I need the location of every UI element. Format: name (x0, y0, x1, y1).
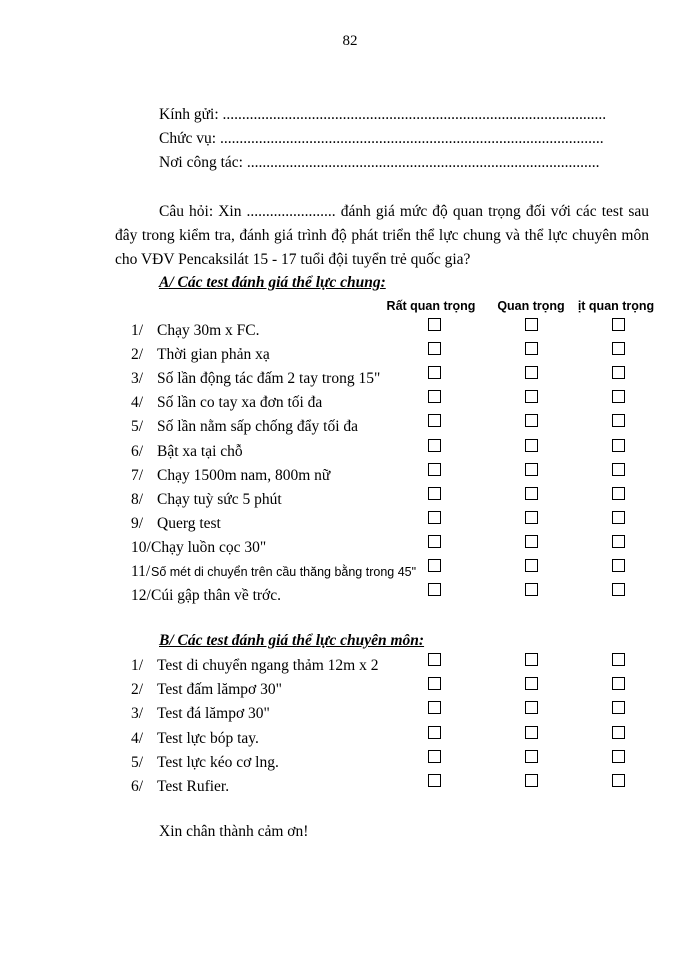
item-label: Số lần co tay xa đơn tối đa (157, 394, 323, 412)
item-label: Test Rufier. (157, 778, 230, 795)
workplace-line (159, 154, 599, 172)
checkbox-important[interactable] (525, 439, 538, 452)
item-number: 2/ (131, 346, 144, 364)
item-label: Querg test (157, 514, 221, 532)
item-label: Cúi gập thân về trớc. (151, 587, 282, 605)
item-number: 6/ (131, 778, 144, 795)
position-line (159, 130, 604, 148)
checkbox-less-important[interactable] (612, 677, 625, 690)
item-number: 9/ (131, 514, 144, 532)
item-number: 5/ (131, 418, 144, 436)
item-label: Số lần động tác đấm 2 tay trong 15" (157, 370, 381, 388)
checkbox-very-important[interactable] (428, 414, 441, 427)
item-label: Số mét di chuyển trên cầu thăng bằng trong 45" (151, 565, 417, 579)
checkbox-very-important[interactable] (428, 677, 441, 690)
item-number: 11/ (131, 563, 151, 580)
item-label: Chạy luồn cọc 30" (151, 538, 267, 556)
column-header-less-important: ịt quan trọng (577, 299, 655, 313)
checkbox-important[interactable] (525, 559, 538, 572)
checkbox-very-important[interactable] (428, 390, 441, 403)
checkbox-important[interactable] (525, 511, 538, 524)
checkbox-important[interactable] (525, 750, 538, 763)
checkbox-very-important[interactable] (428, 366, 441, 379)
item-label: Bật xa tại chỗ (157, 442, 243, 460)
item-label: Test đấm lămpơ 30" (157, 681, 282, 699)
checkbox-very-important[interactable] (428, 535, 441, 548)
item-label: Chạy 1500m nam, 800m nữ (157, 466, 331, 484)
position-label: Chức vụ: (159, 130, 217, 147)
checkbox-important[interactable] (525, 535, 538, 548)
checkbox-very-important[interactable] (428, 511, 441, 524)
item-number: 6/ (131, 442, 144, 460)
checkbox-less-important[interactable] (612, 535, 625, 548)
item-number: 2/ (131, 681, 144, 699)
checkbox-less-important[interactable] (612, 366, 625, 379)
item-number: 3/ (131, 370, 144, 388)
checkbox-important[interactable] (525, 342, 538, 355)
checkbox-important[interactable] (525, 701, 538, 714)
checkbox-very-important[interactable] (428, 439, 441, 452)
page-number: 82 (342, 33, 358, 49)
checkbox-important[interactable] (525, 774, 538, 787)
checkbox-less-important[interactable] (612, 750, 625, 763)
checkbox-important[interactable] (525, 390, 538, 403)
column-header-important: Quan trọng (497, 299, 565, 313)
checkbox-important[interactable] (525, 318, 538, 331)
checkbox-very-important[interactable] (428, 653, 441, 666)
column-header-very-important: Rất quan trọng (386, 299, 476, 313)
section-a-title: A/ Các test đánh giá thể lực chung: (159, 274, 386, 291)
checkbox-important[interactable] (525, 677, 538, 690)
checkbox-less-important[interactable] (612, 511, 625, 524)
workplace-label: Nơi công tác: (159, 154, 243, 171)
item-number: 5/ (131, 753, 144, 771)
checkbox-less-important[interactable] (612, 318, 625, 331)
checkbox-less-important[interactable] (612, 559, 625, 572)
item-label: Test lực bóp tay. (157, 729, 259, 747)
checkbox-less-important[interactable] (612, 414, 625, 427)
position-fill: ................................................................................................... (219, 130, 604, 147)
item-number: 1/ (131, 322, 144, 339)
checkbox-less-important[interactable] (612, 487, 625, 500)
checkbox-important[interactable] (525, 583, 538, 596)
checkbox-less-important[interactable] (612, 701, 625, 714)
checkbox-less-important[interactable] (612, 463, 625, 476)
closing-text: Xin chân thành cảm ơn! (159, 823, 309, 840)
checkbox-very-important[interactable] (428, 342, 441, 355)
item-label: Thời gian phản xạ (157, 346, 270, 364)
checkbox-very-important[interactable] (428, 487, 441, 500)
item-number: 8/ (131, 490, 144, 508)
checkbox-less-important[interactable] (612, 774, 625, 787)
recipient-fill: ................................................................................................... (222, 106, 607, 123)
checkbox-less-important[interactable] (612, 342, 625, 355)
section-b-title: B/ Các test đánh giá thể lực chuyên môn: (159, 632, 425, 649)
checkbox-very-important[interactable] (428, 318, 441, 331)
checkbox-very-important[interactable] (428, 463, 441, 476)
checkbox-very-important[interactable] (428, 701, 441, 714)
item-number: 1/ (131, 657, 144, 674)
recipient-line (159, 106, 606, 124)
item-label: Test đá lămpơ 30" (157, 705, 270, 723)
item-label: Số lần nằm sấp chống đẩy tối đa (157, 418, 359, 436)
item-number: 12/ (131, 587, 151, 605)
recipient-label: Kính gửi: (159, 106, 219, 123)
checkbox-very-important[interactable] (428, 726, 441, 739)
checkbox-important[interactable] (525, 487, 538, 500)
item-number: 7/ (131, 466, 144, 484)
item-number: 3/ (131, 705, 144, 723)
item-label: Chạy tuỳ sức 5 phút (157, 490, 282, 508)
checkbox-important[interactable] (525, 463, 538, 476)
checkbox-very-important[interactable] (428, 750, 441, 763)
checkbox-important[interactable] (525, 726, 538, 739)
item-label: Chạy 30m x FC. (157, 322, 260, 339)
checkbox-less-important[interactable] (612, 439, 625, 452)
checkbox-very-important[interactable] (428, 559, 441, 572)
checkbox-less-important[interactable] (612, 390, 625, 403)
workplace-fill: ........................................................................................... (246, 154, 600, 171)
item-number: 4/ (131, 729, 144, 747)
checkbox-important[interactable] (525, 653, 538, 666)
checkbox-very-important[interactable] (428, 774, 441, 787)
checkbox-important[interactable] (525, 366, 538, 379)
checkbox-less-important[interactable] (612, 653, 625, 666)
checkbox-less-important[interactable] (612, 583, 625, 596)
item-number: 10/ (131, 538, 151, 556)
checkbox-important[interactable] (525, 414, 538, 427)
item-label: Test lực kéo cơ lng. (157, 753, 279, 771)
checkbox-very-important[interactable] (428, 583, 441, 596)
question-paragraph: Câu hỏi: Xin ....................... đánh giá mức độ quan trọng đối với các test sau đây trong kiểm tra, đánh giá trình độ phát triển thể lực chung và thể lực chuyên môn cho VĐV Pencaksilát 15 - 17 tuổi đội tuyển trẻ quốc gia? (115, 203, 649, 268)
item-label: Test di chuyển ngang thảm 12m x 2 (157, 657, 379, 674)
item-number: 4/ (131, 394, 144, 412)
checkbox-less-important[interactable] (612, 726, 625, 739)
